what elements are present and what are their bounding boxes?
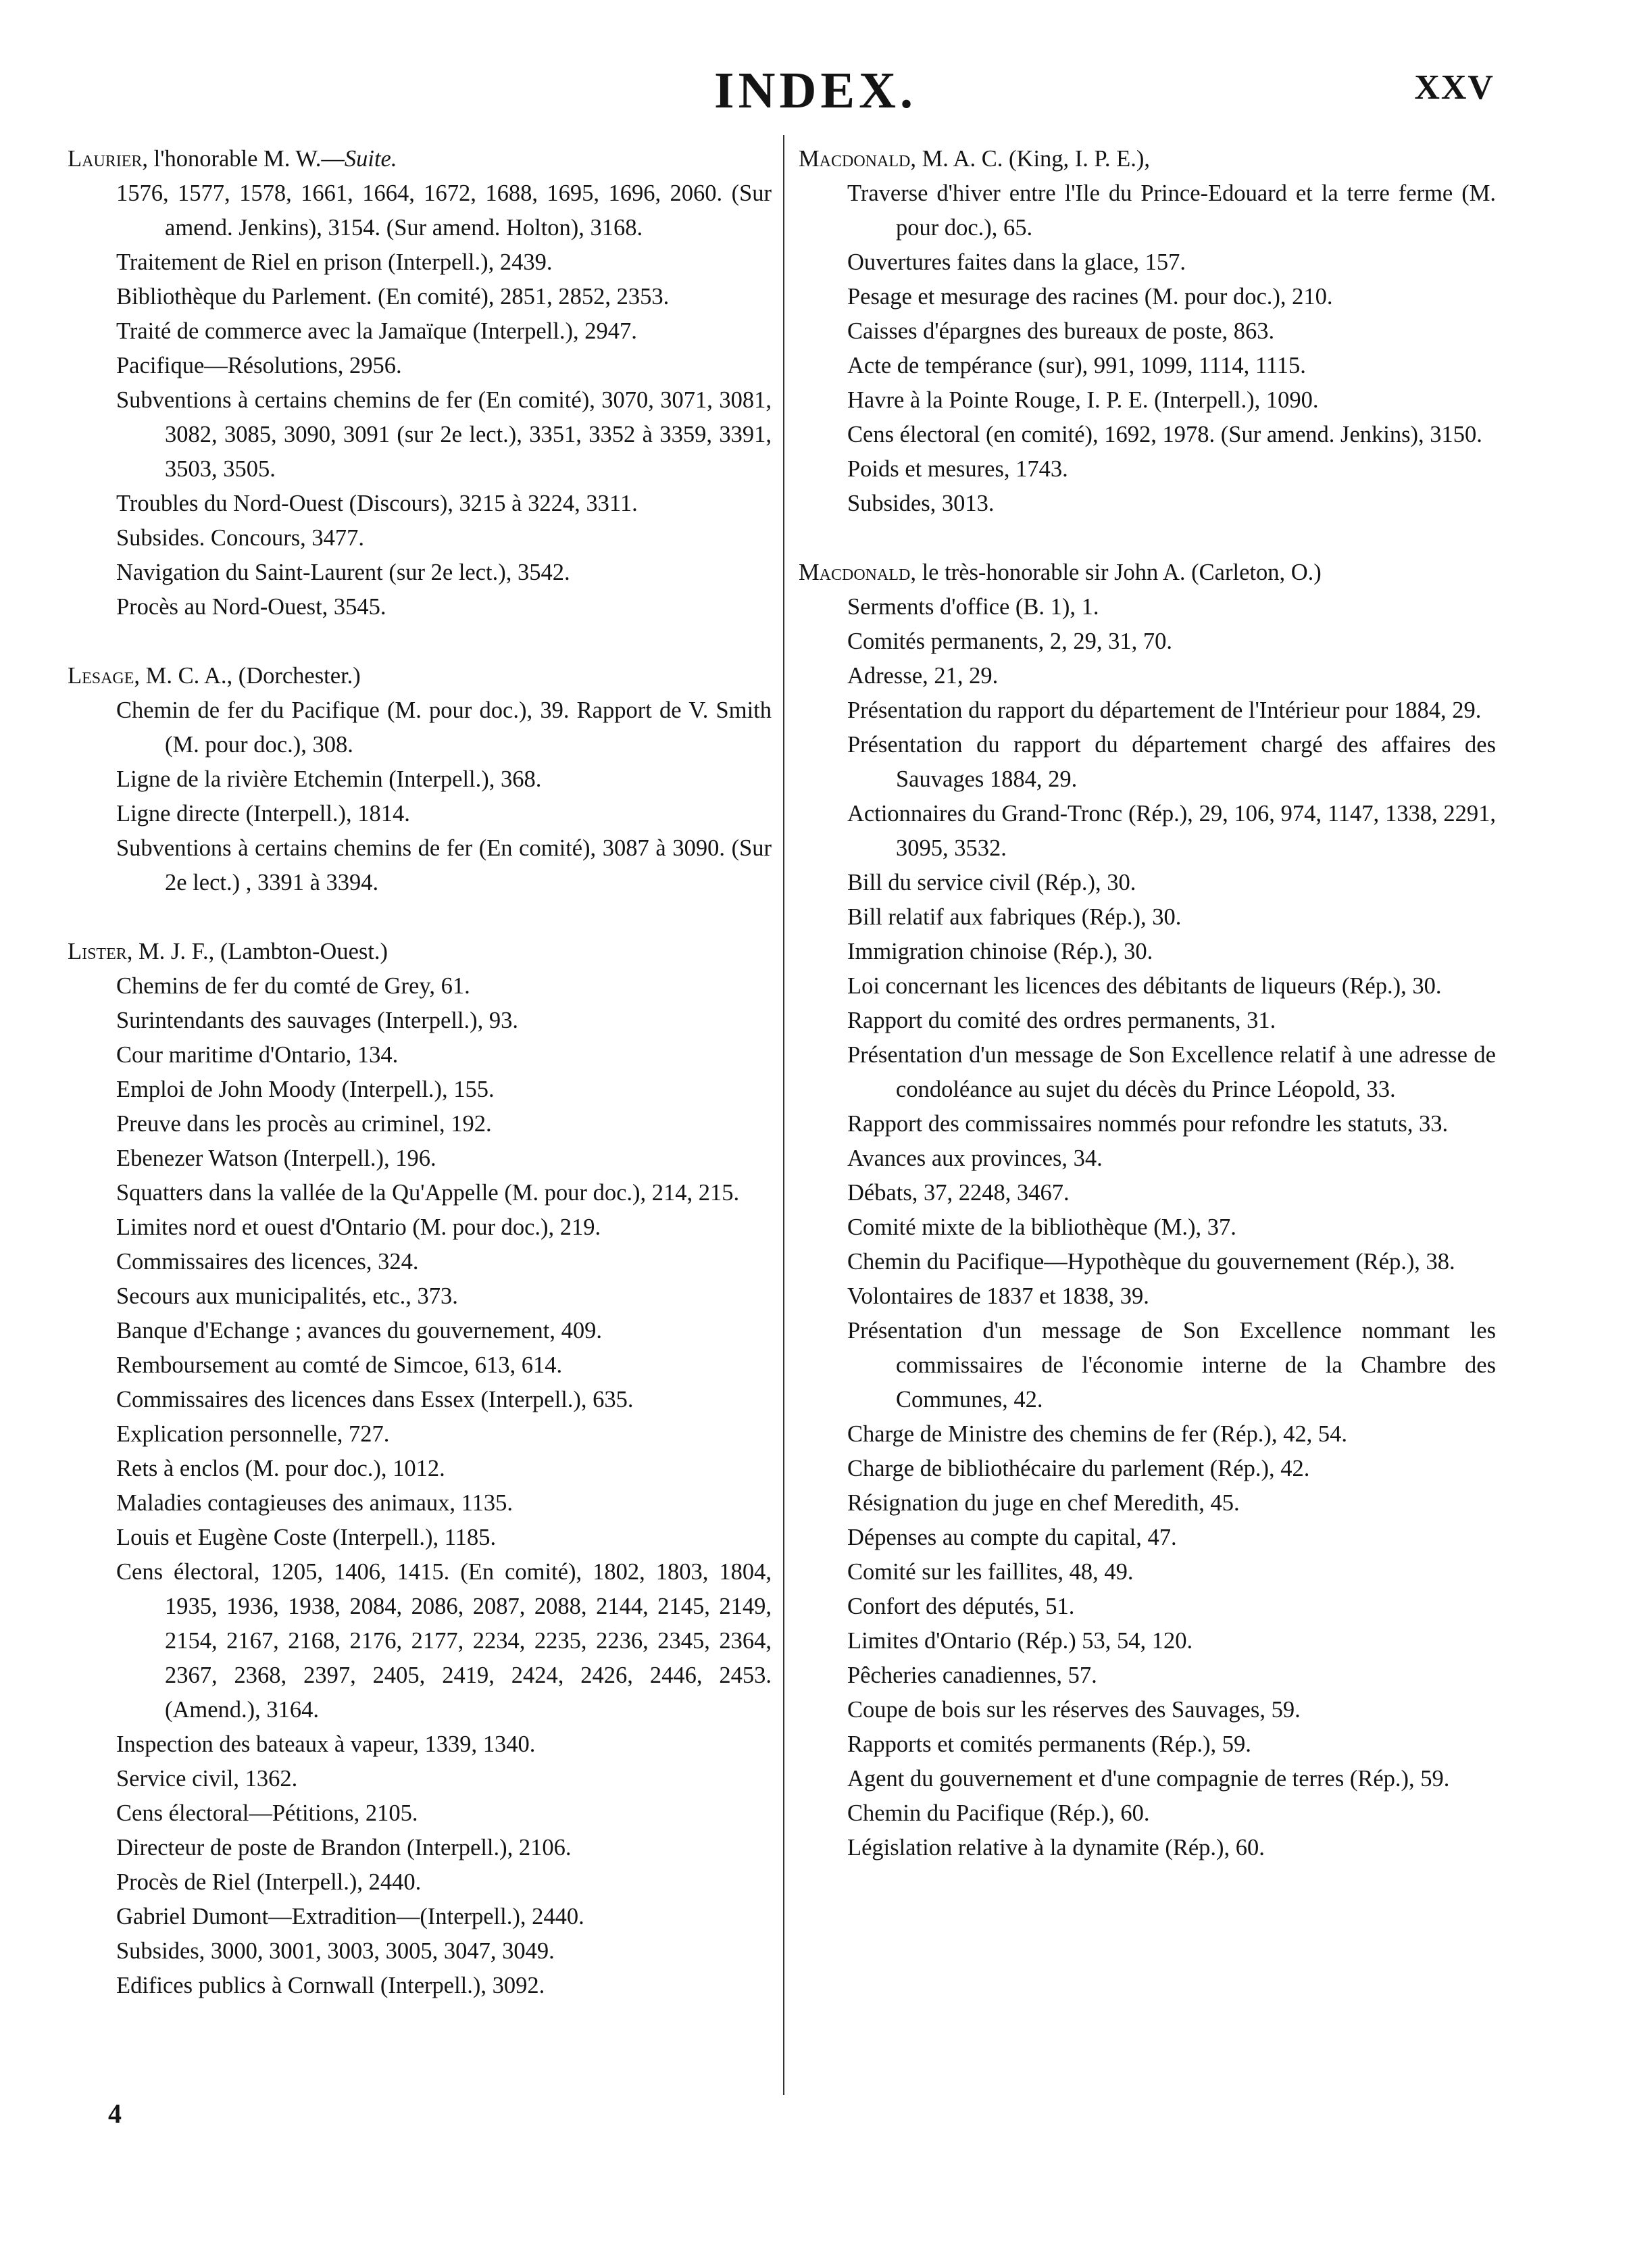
entry-subitem: Traité de commerce avec la Jamaïque (Interpell.), 2947.	[116, 318, 637, 344]
page-number: XXV	[1414, 68, 1495, 107]
left-column	[68, 142, 772, 2003]
entry-suffix: Suite.	[344, 146, 397, 172]
entry-qualifier: , le très-honorable sir John A. (Carleton, O.)	[910, 560, 1322, 585]
entry-subitem: Directeur de poste de Brandon (Interpell.), 2106.	[116, 1835, 572, 1860]
entry-subitem: Actionnaires du Grand-Tronc (Rép.), 29, 106, 974, 1147, 1338, 2291, 3095, 3532.	[847, 801, 1496, 861]
entry-subitem: Commissaires des licences, 324.	[116, 1249, 419, 1275]
entry-subitem: Chemin de fer du Pacifique (M. pour doc.), 39. Rapport de V. Smith (M. pour doc.), 308.	[116, 697, 772, 758]
entry-surname: Macdonald	[799, 560, 911, 585]
entry-qualifier: , l'honorable M. W.—	[142, 146, 345, 172]
index-entry-lesage	[68, 659, 772, 900]
entry-subitem: Comité mixte de la bibliothèque (M.), 37.	[847, 1214, 1236, 1240]
entry-subitem: Poids et mesures, 1743.	[847, 456, 1068, 482]
entry-subitem: Subventions à certains chemins de fer (En comité), 3070, 3071, 3081, 3082, 3085, 3090, 3091 (sur 2e lect.), 3351, 3352 à 3359, 3391, 3503, 3505.	[116, 387, 772, 482]
entry-subitem: Chemin du Pacifique—Hypothèque du gouvernement (Rép.), 38.	[847, 1249, 1455, 1275]
entry-subitem: Législation relative à la dynamite (Rép.), 60.	[847, 1835, 1265, 1860]
entry-subitem: Adresse, 21, 29.	[847, 663, 999, 689]
entry-subitem: Ligne directe (Interpell.), 1814.	[116, 801, 410, 827]
entry-surname: Laurier	[68, 146, 143, 172]
entry-subitem: Rets à enclos (M. pour doc.), 1012.	[116, 1456, 445, 1481]
entry-subitem: Résignation du juge en chef Meredith, 45.	[847, 1490, 1240, 1516]
entry-surname: Macdonald	[799, 146, 911, 172]
index-entry-lister	[68, 935, 772, 2003]
entry-qualifier: , M. J. F., (Lambton-Ouest.)	[126, 939, 388, 964]
entry-subitem: Charge de Ministre des chemins de fer (Rép.), 42, 54.	[847, 1421, 1347, 1447]
entry-subitem: Serments d'office (B. 1), 1.	[847, 594, 1099, 620]
entry-subitem: Présentation du rapport du département chargé des affaires des Sauvages 1884, 29.	[847, 732, 1496, 792]
entry-subitem: Pesage et mesurage des racines (M. pour doc.), 210.	[847, 284, 1333, 310]
entry-subitem: Cour maritime d'Ontario, 134.	[116, 1042, 399, 1068]
entry-subitem: Traverse d'hiver entre l'Ile du Prince-Edouard et la terre ferme (M. pour doc.), 65.	[847, 180, 1496, 241]
entry-subitem: Pêcheries canadiennes, 57.	[847, 1662, 1097, 1688]
entry-surname: Lister	[68, 939, 127, 964]
entry-subitem: Confort des députés, 51.	[847, 1594, 1075, 1619]
entry-subitem: Edifices publics à Cornwall (Interpell.), 3092.	[116, 1973, 545, 1998]
entry-subitem: Immigration chinoise (Rép.), 30.	[847, 939, 1153, 964]
entry-subitem: Explication personnelle, 727.	[116, 1421, 390, 1447]
entry-qualifier: , M. A. C. (King, I. P. E.),	[910, 146, 1150, 172]
entry-subitem: Avances aux provinces, 34.	[847, 1145, 1103, 1171]
entry-subitem: Coupe de bois sur les réserves des Sauvages, 59.	[847, 1697, 1301, 1723]
entry-subitem: Louis et Eugène Coste (Interpell.), 1185.	[116, 1525, 497, 1550]
entry-subitem: Subsides, 3000, 3001, 3003, 3005, 3047, 3049.	[116, 1938, 555, 1964]
entry-subitem: Cens électoral—Pétitions, 2105.	[116, 1800, 418, 1826]
right-column	[799, 142, 1496, 1865]
entry-subitem: Loi concernant les licences des débitants de liqueurs (Rép.), 30.	[847, 973, 1442, 999]
signature-mark: 4	[108, 2098, 122, 2129]
entry-subitem: Pacifique—Résolutions, 2956.	[116, 353, 402, 378]
entry-subitem: Acte de tempérance (sur), 991, 1099, 1114, 1115.	[847, 353, 1306, 378]
entry-subitem: Dépenses au compte du capital, 47.	[847, 1525, 1177, 1550]
entry-subitem: Troubles du Nord-Ouest (Discours), 3215 à 3224, 3311.	[116, 491, 638, 516]
entry-subitem: Service civil, 1362.	[116, 1766, 298, 1792]
entry-subitem: Commissaires des licences dans Essex (Interpell.), 635.	[116, 1387, 634, 1412]
index-entry-macdonald-john-a	[799, 556, 1496, 1865]
entry-subitem: Cens électoral, 1205, 1406, 1415. (En comité), 1802, 1803, 1804, 1935, 1936, 1938, 2084, 2086, 2087, 2088, 2144, 2145, 2149, 2154, 2167, 2168, 2176, 2177, 2234, 2235, 2236, 2345, 2364, 2367, 2368, 2397, 2405, 2419, 2424, 2426, 2446, 2453. (Amend.), 3164.	[116, 1559, 772, 1723]
entry-subitem: Emploi de John Moody (Interpell.), 155.	[116, 1077, 495, 1102]
entry-subitem: Bibliothèque du Parlement. (En comité), 2851, 2852, 2353.	[116, 284, 670, 310]
entry-subitem: 1576, 1577, 1578, 1661, 1664, 1672, 1688, 1695, 1696, 2060. (Sur amend. Jenkins), 3154. (Sur amend. Holton), 3168.	[116, 180, 772, 241]
entry-subitem: Havre à la Pointe Rouge, I. P. E. (Interpell.), 1090.	[847, 387, 1319, 413]
entry-subitem: Remboursement au comté de Simcoe, 613, 614.	[116, 1352, 563, 1378]
entry-subitem: Traitement de Riel en prison (Interpell.), 2439.	[116, 249, 553, 275]
entry-subitem: Squatters dans la vallée de la Qu'Appelle (M. pour doc.), 214, 215.	[116, 1180, 740, 1206]
entry-subitem: Cens électoral (en comité), 1692, 1978. (Sur amend. Jenkins), 3150.	[847, 422, 1482, 447]
entry-subitem: Bill du service civil (Rép.), 30.	[847, 870, 1136, 895]
entry-subitem: Secours aux municipalités, etc., 373.	[116, 1283, 458, 1309]
entry-heading	[799, 142, 1496, 176]
entry-subitem: Subsides. Concours, 3477.	[116, 525, 365, 551]
entry-subitem: Rapport des commissaires nommés pour refondre les statuts, 33.	[847, 1111, 1449, 1137]
entry-subitem: Limites d'Ontario (Rép.) 53, 54, 120.	[847, 1628, 1193, 1654]
entry-subitem: Débats, 37, 2248, 3467.	[847, 1180, 1070, 1206]
entry-subitem: Procès de Riel (Interpell.), 2440.	[116, 1869, 422, 1895]
entry-subitem: Comités permanents, 2, 29, 31, 70.	[847, 628, 1173, 654]
entry-subitem: Chemin du Pacifique (Rép.), 60.	[847, 1800, 1150, 1826]
entry-subitem: Volontaires de 1837 et 1838, 39.	[847, 1283, 1149, 1309]
entry-subitem: Ebenezer Watson (Interpell.), 196.	[116, 1145, 436, 1171]
entry-subitem: Présentation du rapport du département de l'Intérieur pour 1884, 29.	[847, 697, 1482, 723]
entry-heading	[68, 142, 772, 176]
column-divider	[783, 135, 784, 2095]
entry-subitem: Rapports et comités permanents (Rép.), 59.	[847, 1731, 1251, 1757]
entry-subitem: Ouvertures faites dans la glace, 157.	[847, 249, 1186, 275]
entry-subitem: Limites nord et ouest d'Ontario (M. pour doc.), 219.	[116, 1214, 601, 1240]
entry-subitem: Surintendants des sauvages (Interpell.), 93.	[116, 1008, 518, 1033]
entry-subitem: Procès au Nord-Ouest, 3545.	[116, 594, 386, 620]
entry-heading	[799, 556, 1496, 590]
entry-subitem: Rapport du comité des ordres permanents, 31.	[847, 1008, 1276, 1033]
entry-subitem: Subsides, 3013.	[847, 491, 995, 516]
entry-subitem: Comité sur les faillites, 48, 49.	[847, 1559, 1134, 1585]
entry-subitem: Chemins de fer du comté de Grey, 61.	[116, 973, 470, 999]
entry-subitem: Gabriel Dumont—Extradition—(Interpell.), 2440.	[116, 1904, 584, 1929]
entry-qualifier: , M. C. A., (Dorchester.)	[134, 663, 361, 689]
entry-subitem: Ligne de la rivière Etchemin (Interpell.), 368.	[116, 766, 542, 792]
entry-subitem: Navigation du Saint-Laurent (sur 2e lect.), 3542.	[116, 560, 570, 585]
index-entry-macdonald-ac	[799, 142, 1496, 521]
entry-subitem: Subventions à certains chemins de fer (En comité), 3087 à 3090. (Sur 2e lect.) , 3391 à 3394.	[116, 835, 772, 895]
entry-subitem: Charge de bibliothécaire du parlement (Rép.), 42.	[847, 1456, 1310, 1481]
entry-surname: Lesage	[68, 663, 134, 689]
entry-subitem: Preuve dans les procès au criminel, 192.	[116, 1111, 492, 1137]
entry-subitem: Présentation d'un message de Son Excellence relatif à une adresse de condoléance au sujet du décès du Prince Léopold, 33.	[847, 1042, 1496, 1102]
entry-subitem: Bill relatif aux fabriques (Rép.), 30.	[847, 904, 1182, 930]
entry-subitem: Banque d'Echange ; avances du gouvernement, 409.	[116, 1318, 602, 1343]
entry-heading	[68, 659, 772, 693]
index-entry-laurier	[68, 142, 772, 624]
page-title: INDEX.	[714, 62, 917, 119]
entry-subitem: Présentation d'un message de Son Excellence nommant les commissaires de l'économie interne de la Chambre des Communes, 42.	[847, 1318, 1496, 1412]
entry-subitem: Agent du gouvernement et d'une compagnie de terres (Rép.), 59.	[847, 1766, 1450, 1792]
entry-subitem: Caisses d'épargnes des bureaux de poste, 863.	[847, 318, 1275, 344]
entry-subitem: Maladies contagieuses des animaux, 1135.	[116, 1490, 513, 1516]
entry-heading	[68, 935, 772, 969]
entry-subitem: Inspection des bateaux à vapeur, 1339, 1340.	[116, 1731, 536, 1757]
